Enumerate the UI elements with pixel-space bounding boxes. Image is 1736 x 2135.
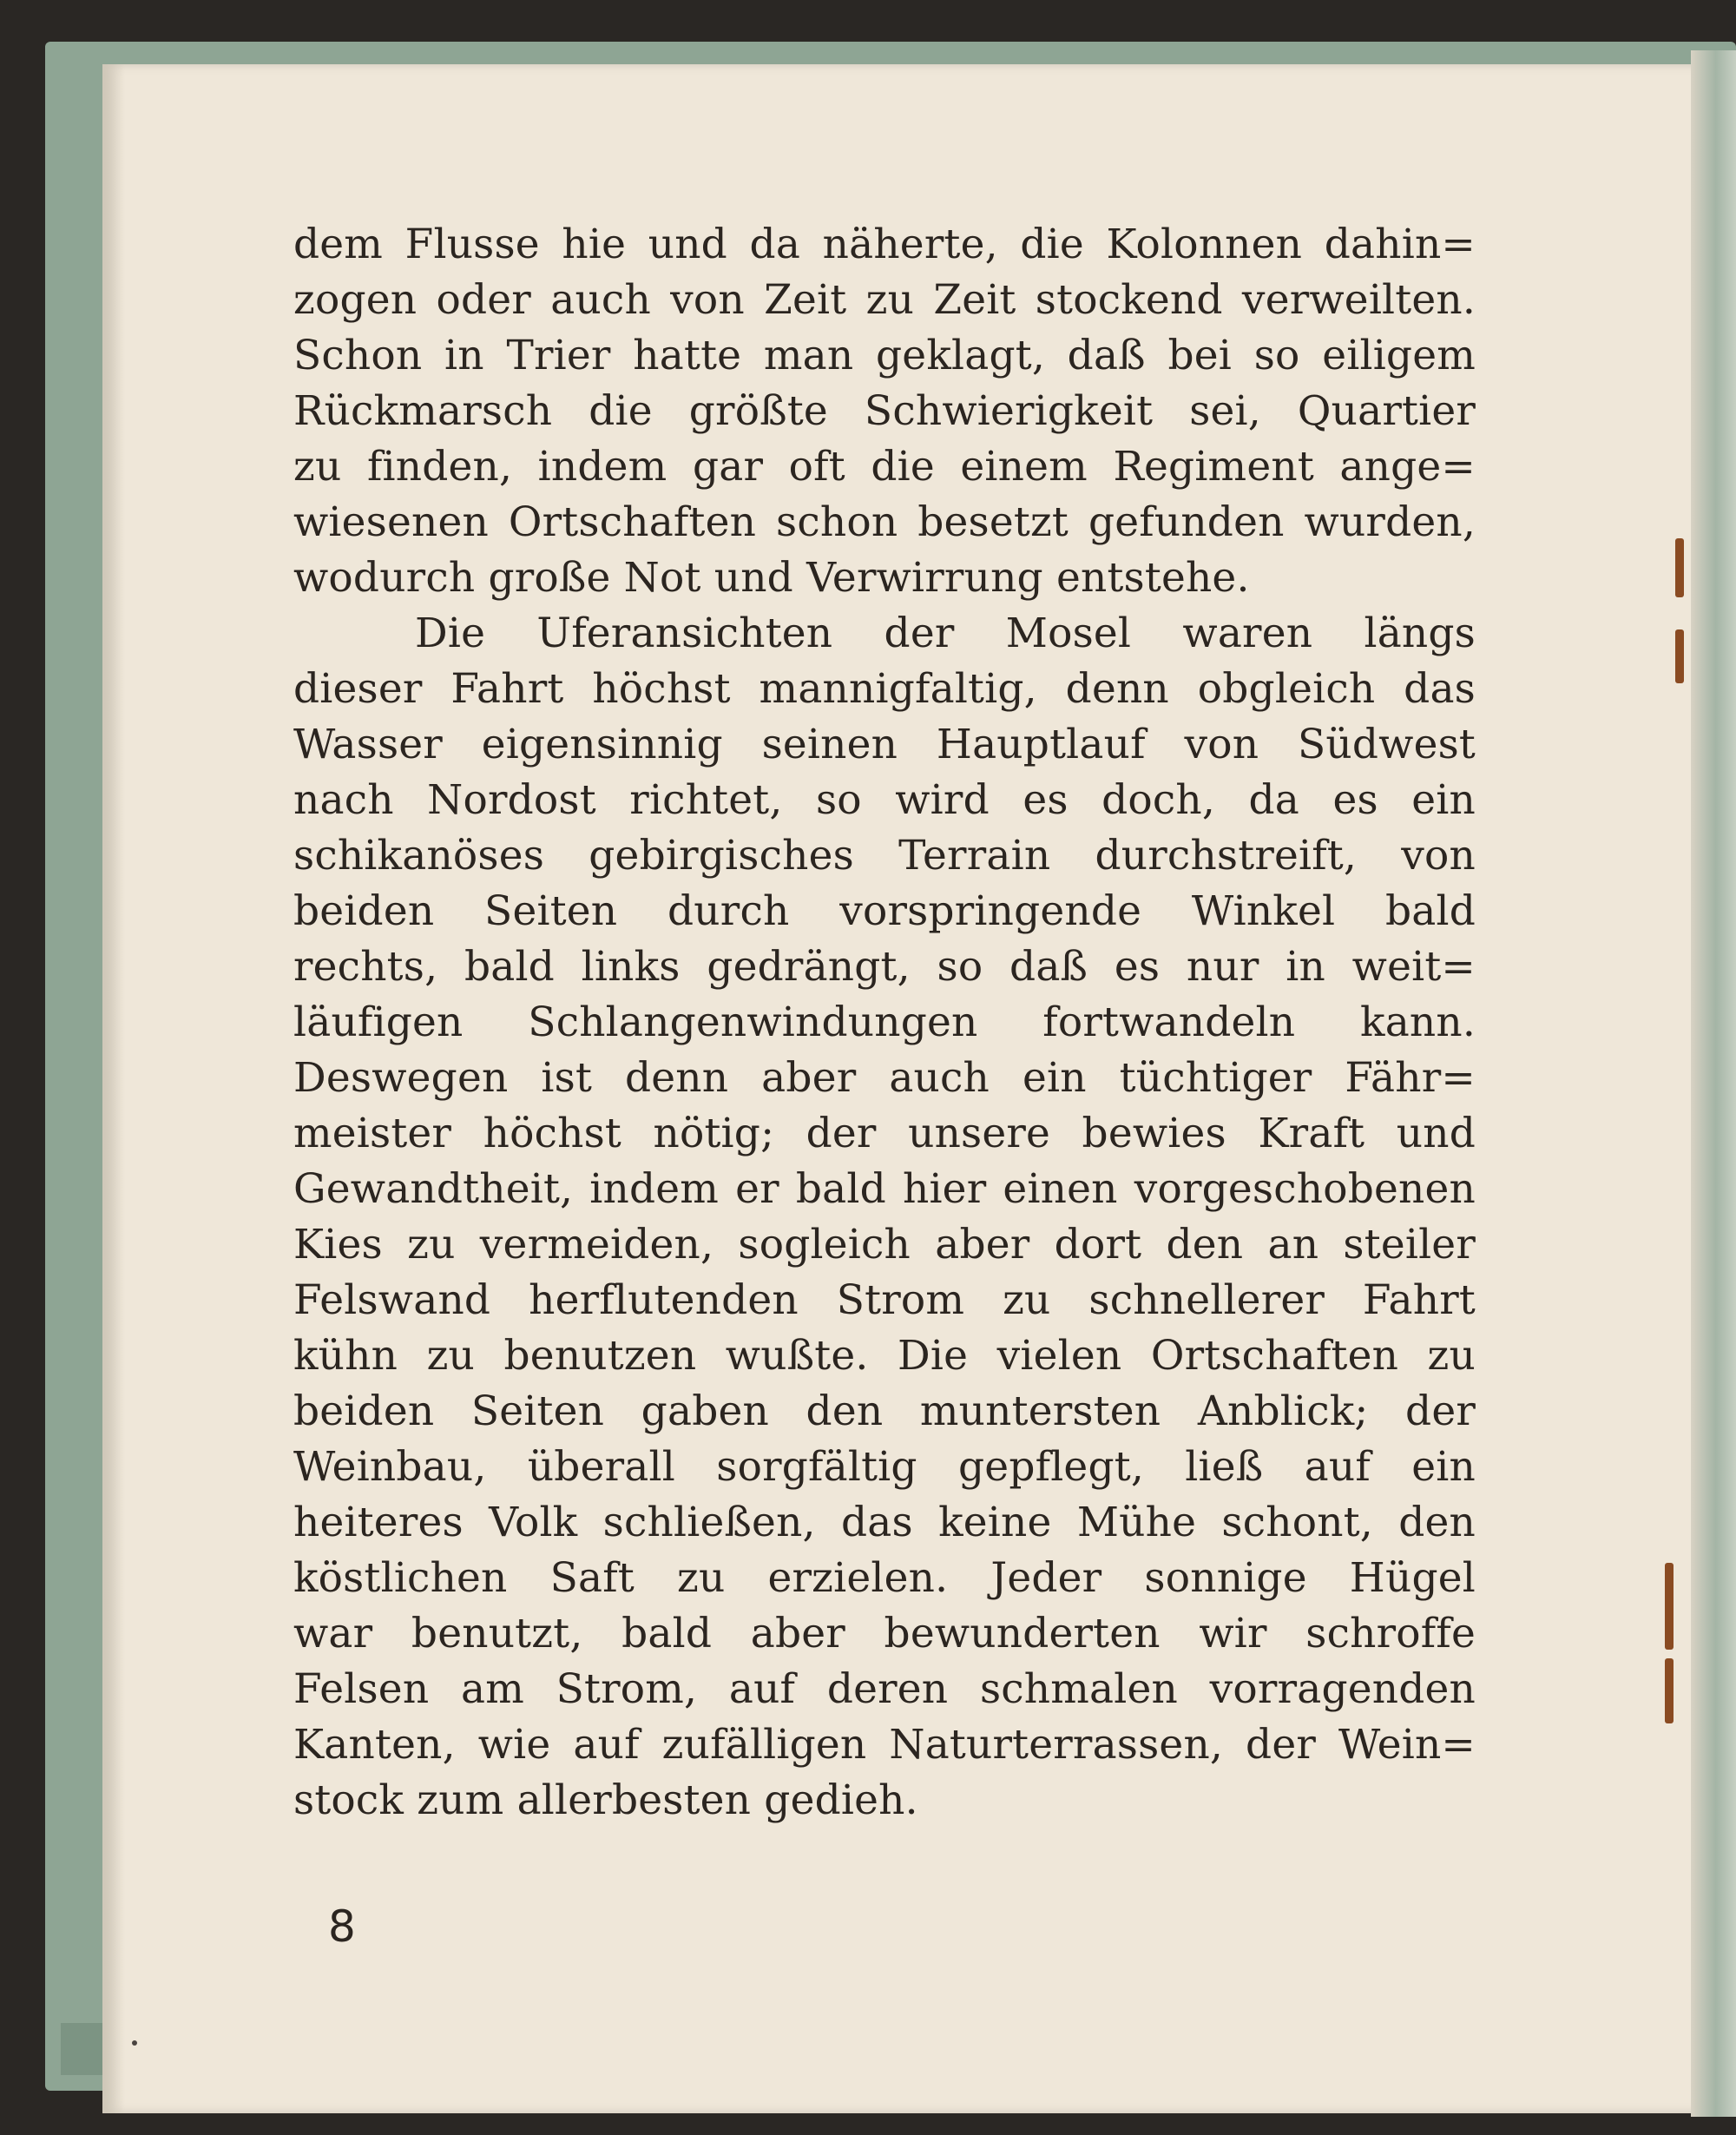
- text-line: Weinbau, überall sorgfältig gepflegt, ließ auf ein: [293, 1443, 1476, 1491]
- binding-stitch: [1665, 1563, 1674, 1650]
- text-line: war benutzt, bald aber bewunderten wir schroffe: [293, 1610, 1476, 1657]
- text-line: kühn zu benutzen wußte. Die vielen Ortschaften zu: [293, 1332, 1476, 1380]
- text-line: Schon in Trier hatte man geklagt, daß bei so eiligem: [293, 332, 1476, 379]
- text-line: wodurch große Not und Verwirrung entstehe.: [293, 554, 1250, 602]
- text-line: Kanten, wie auf zufälligen Naturterrassen, der Wein=: [293, 1721, 1476, 1769]
- text-line: Felsen am Strom, auf deren schmalen vorragenden: [293, 1665, 1476, 1713]
- text-line: läufigen Schlangenwindungen fortwandeln kann.: [293, 998, 1476, 1046]
- body-text: [293, 217, 1476, 1829]
- binding-stitch: [1675, 538, 1684, 597]
- binding-stitch: [1665, 1658, 1674, 1723]
- text-line: Felswand herflutenden Strom zu schnellerer Fahrt: [293, 1276, 1476, 1324]
- text-line: beiden Seiten gaben den muntersten Anblick; der: [293, 1387, 1476, 1435]
- text-line: köstlichen Saft zu erzielen. Jeder sonnige Hügel: [293, 1554, 1476, 1602]
- text-line: zogen oder auch von Zeit zu Zeit stockend verweilten.: [293, 276, 1476, 324]
- text-line: stock zum allerbesten gedieh.: [293, 1776, 918, 1824]
- page-gutter-shadow: [102, 64, 125, 2113]
- text-line: zu finden, indem gar oft die einem Regiment ange=: [293, 443, 1476, 491]
- text-line: Deswegen ist denn aber auch ein tüchtiger Fähr=: [293, 1054, 1476, 1102]
- text-line: meister höchst nötig; der unsere bewies Kraft und: [293, 1110, 1476, 1157]
- text-line: wiesenen Ortschaften schon besetzt gefunden wurden,: [293, 498, 1476, 546]
- text-line: rechts, bald links gedrängt, so daß es nur in weit=: [293, 943, 1476, 991]
- text-line: heiteres Volk schließen, das keine Mühe schont, den: [293, 1499, 1476, 1546]
- text-line: Kies zu vermeiden, sogleich aber dort den an steiler: [293, 1221, 1476, 1268]
- paper-speck: [132, 2040, 137, 2046]
- page-number: 8: [328, 1901, 356, 1952]
- text-line: Die Uferansichten der Mosel waren längs: [415, 610, 1476, 657]
- text-line: dem Flusse hie und da näherte, die Kolonnen dahin=: [293, 221, 1476, 268]
- text-line: beiden Seiten durch vorspringende Winkel bald: [293, 887, 1476, 935]
- text-line: Gewandtheit, indem er bald hier einen vorgeschobenen: [293, 1165, 1476, 1213]
- text-line: schikanöses gebirgisches Terrain durchstreift, von: [293, 832, 1476, 880]
- book-spine-edge: [1691, 50, 1736, 2117]
- text-line: dieser Fahrt höchst mannigfaltig, denn obgleich das: [293, 665, 1476, 713]
- binding-stitch: [1675, 629, 1684, 683]
- text-line: nach Nordost richtet, so wird es doch, da es ein: [293, 776, 1476, 824]
- text-line: Rückmarsch die größte Schwierigkeit sei, Quartier: [293, 387, 1476, 435]
- text-line: Wasser eigensinnig seinen Hauptlauf von Südwest: [293, 721, 1476, 768]
